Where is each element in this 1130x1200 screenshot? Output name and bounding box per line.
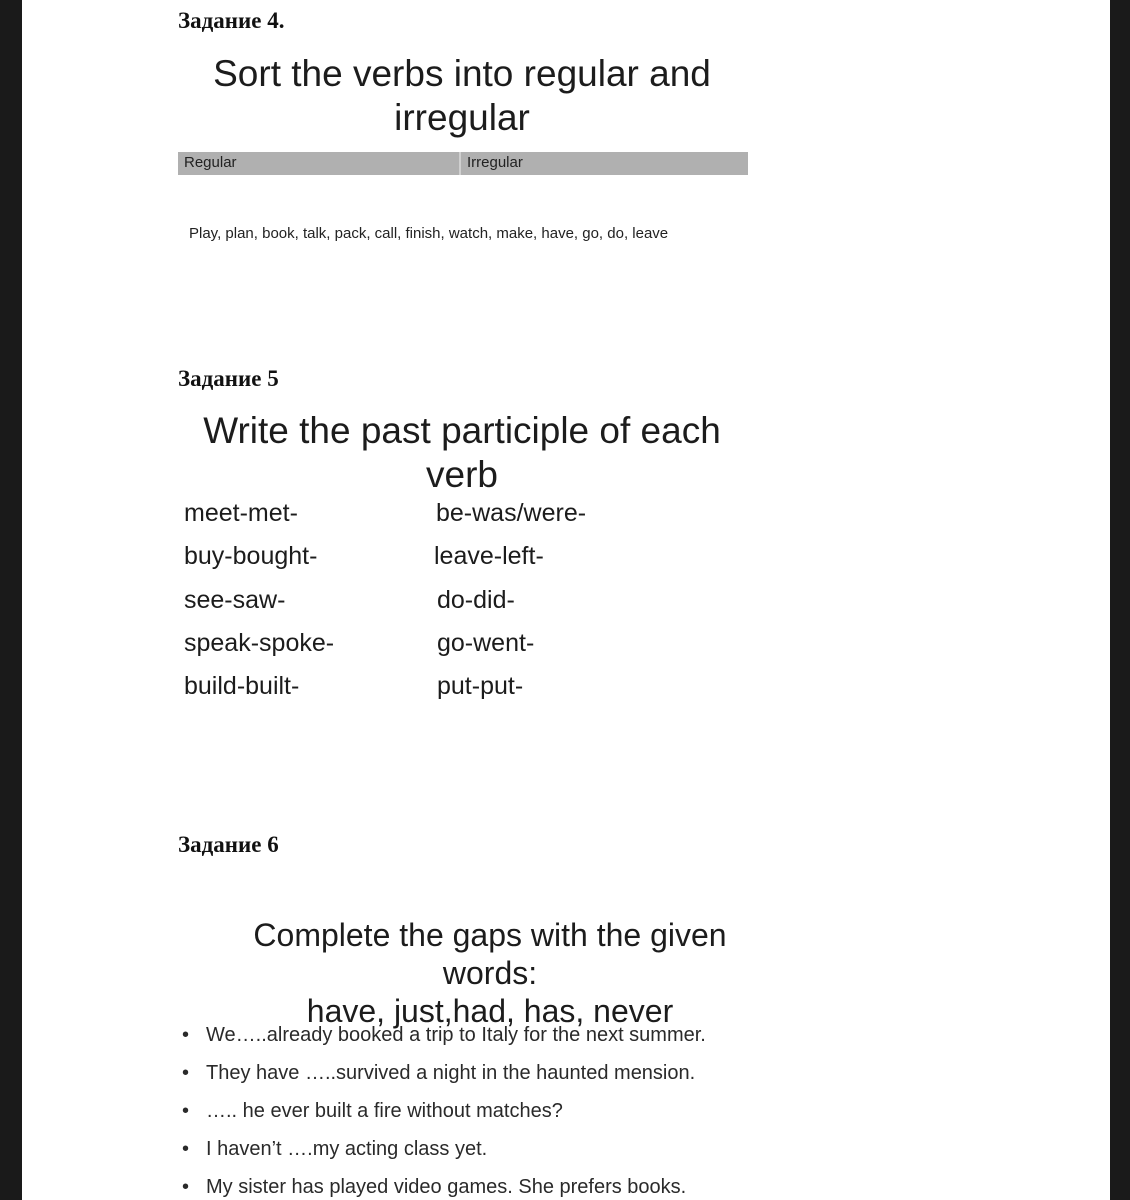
sentence-item: • I haven’t ….my acting class yet. — [182, 1138, 488, 1160]
sentence-text: They have …..survived a night in the haunted mension. — [206, 1062, 696, 1084]
verb-item: meet-met- — [184, 499, 298, 527]
task6-heading: Задание 6 — [178, 832, 279, 857]
task4-title: Sort the verbs into regular and irregular — [213, 53, 711, 138]
verb-item: buy-bought- — [184, 542, 318, 570]
sentence-text: ….. he ever built a fire without matches? — [206, 1100, 563, 1122]
verb-item: build-built- — [184, 672, 300, 700]
task4-heading: Задание 4. — [178, 8, 285, 33]
given-words: have, just,had, has, never — [306, 993, 674, 1029]
task5-title: Write the past participle of each verb — [203, 410, 721, 495]
verb-item: see-saw- — [184, 586, 286, 614]
verb-item: do-did- — [437, 586, 515, 614]
column-irregular: Irregular — [467, 154, 523, 171]
verb-item: put-put- — [437, 672, 524, 700]
verb-item: go-went- — [437, 629, 535, 657]
sentence-item: • My sister has played video games. She prefers books. — [182, 1176, 687, 1198]
verb-item: speak-spoke- — [184, 629, 335, 657]
sort-table-header — [178, 152, 748, 175]
column-regular: Regular — [178, 152, 461, 175]
sentence-text: I haven’t ….my acting class yet. — [206, 1138, 488, 1160]
sentence-text: We…..already booked a trip to Italy for the next summer. — [206, 1024, 706, 1046]
verb-list: Play, plan, book, talk, pack, call, finish, watch, make, have, go, do, leave — [189, 225, 669, 242]
document-page — [22, 0, 1110, 1200]
sentence-text: My sister has played video games. She prefers books. — [206, 1176, 687, 1198]
task6-title: Complete the gaps with the given words: — [253, 917, 727, 991]
sentence-item: • They have …..survived a night in the haunted mension. — [182, 1062, 696, 1084]
sentence-item: • We…..already booked a trip to Italy for the next summer. — [182, 1024, 706, 1046]
verb-item: leave-left- — [434, 542, 544, 570]
verb-item: be-was/were- — [436, 499, 587, 527]
task5-heading: Задание 5 — [178, 366, 279, 391]
sentence-item: • ….. he ever built a fire without matches? — [182, 1100, 563, 1122]
